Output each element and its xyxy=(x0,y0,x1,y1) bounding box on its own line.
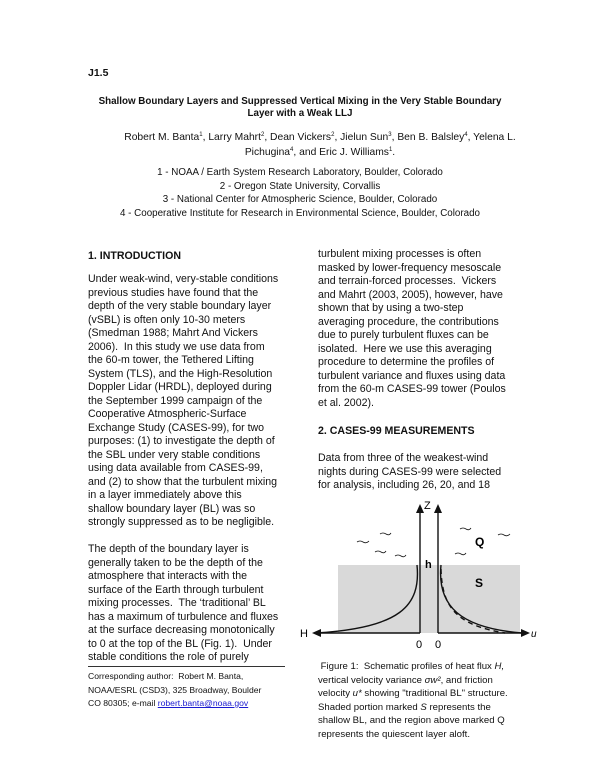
text-line: generally taken to be the depth of the xyxy=(88,556,263,569)
affiliation: 3 - National Center for Atmospheric Science, Boulder, Colorado xyxy=(162,194,438,206)
q-label: Q xyxy=(475,535,485,549)
text-line: to 0 at the top of the BL (Fig. 1). Under xyxy=(88,637,272,650)
affiliation: 4 - Cooperative Institute for Research in Environmental Science, Boulder, Colorado xyxy=(120,208,480,220)
text-line: (Smedman 1988; Mahrt And Vickers xyxy=(88,327,258,339)
heat-flux-label: H xyxy=(300,628,308,640)
text-line: (vSBL) is often only 10-30 meters xyxy=(88,313,246,326)
text-line: and terrain-forced processes. Vickers xyxy=(318,275,497,287)
text-line: the September 1999 campaign of the xyxy=(88,394,263,407)
text-line: the 60-m tower, the Tethered Lifting xyxy=(88,354,254,366)
affiliation: 2 - Oregon State University, Corvallis xyxy=(219,180,381,192)
title-line: Layer with a Weak LLJ xyxy=(247,108,353,119)
paragraph xyxy=(88,543,278,665)
text-line: turbulent variance and fluxes using data xyxy=(318,369,506,382)
paragraph xyxy=(88,273,278,530)
z-label: Z xyxy=(424,500,431,512)
footnote-divider xyxy=(88,666,285,667)
email-link[interactable]: robert.banta@noaa.gov xyxy=(157,698,249,708)
text-line: Under weak-wind, very-stable conditions xyxy=(88,273,279,285)
u-label: u xyxy=(531,629,537,640)
shallow-bl-shading xyxy=(338,565,520,633)
text-line: the SBL under very stable conditions xyxy=(88,448,261,461)
text-line: due to purely turbulent fluxes can be xyxy=(318,329,489,341)
text-line: purposes: (1) to investigate the depth of xyxy=(88,435,275,447)
figure-caption: Figure 1: Schematic profiles of heat flux H, vertical velocity variance σw², and friction velocity u* showing "traditional BL" structure. Shaded portion marked S represents the shallow BL, and the region above marked Q represents the quiescent layer aloft. xyxy=(318,661,508,740)
text-line: at the surface decreasing monotonically xyxy=(88,624,275,636)
text-line: Exchange Study (CASES-99), for two xyxy=(88,421,265,434)
text-line: shown that by using a two-step xyxy=(318,302,464,314)
text-line: The depth of the boundary layer is xyxy=(88,543,249,555)
text-line: surface of the Earth through turbulent xyxy=(88,583,264,596)
paragraph xyxy=(318,248,506,410)
text-line: has a maximum of turbulence and fluxes xyxy=(88,610,279,623)
text-line: stable conditions the role of purely xyxy=(88,651,249,663)
section-heading: 2. CASES-99 MEASUREMENTS xyxy=(318,425,475,437)
text-line: isolated. Here we use this averaging xyxy=(318,342,492,355)
text-line: from the 60-m CASES-99 tower (Poulos xyxy=(318,383,506,395)
zero-label: 0 xyxy=(416,639,423,651)
affiliation: 1 - NOAA / Earth System Research Laboratory, Boulder, Colorado xyxy=(157,167,443,178)
text-line: Doppler Lidar (HRDL), deployed during xyxy=(88,381,272,393)
paragraph xyxy=(318,452,501,493)
arrow-up-icon xyxy=(434,504,442,513)
text-line: and Mahrt (2003, 2005), however, have xyxy=(318,288,503,301)
h-label: h xyxy=(425,559,432,571)
paper-title xyxy=(0,96,600,120)
text-line: Cooperative Atmospheric-Surface xyxy=(88,408,247,420)
arrow-right-icon xyxy=(521,629,530,637)
text-line: in a layer immediately above this xyxy=(88,489,242,501)
text-line: strongly suppressed as to be negligible. xyxy=(88,516,275,528)
text-line: masked by lower-frequency mesoscale xyxy=(318,261,502,274)
footnote: Corresponding author: Robert M. Banta, NOAA/ESRL (CSD3), 325 Broadway, Boulder CO 80305; e-mail robert.banta@noaa.gov xyxy=(88,671,262,708)
zero-label: 0 xyxy=(435,639,442,651)
session-number: J1.5 xyxy=(88,67,109,79)
s-label: S xyxy=(475,576,484,590)
text-line: shallow boundary layer (BL) was so xyxy=(88,502,256,515)
arrow-left-icon xyxy=(312,629,321,637)
text-line: depth of the very stable boundary layer xyxy=(88,300,272,312)
quiescent-layer-marks xyxy=(357,528,510,557)
text-line: atmosphere that interacts with the xyxy=(88,570,247,582)
text-line: 2006). In this study we use data from xyxy=(88,340,265,353)
figure-1-schematic xyxy=(300,494,535,654)
text-line: mixing processes. The ‘traditional’ BL xyxy=(88,597,266,609)
arrow-up-icon xyxy=(416,504,424,513)
author-list: Robert M. Banta$^1$, Larry Mahrt$^2$, Dean Vickers$^2$, Jielun Sun$^3$, Ben B. Balsley$^4$, Yelena L. Pichugina$^4$, and Eric J. Williams$^1$. xyxy=(124,132,516,158)
text-line: previous studies have found that the xyxy=(88,286,259,299)
affiliations xyxy=(0,166,600,221)
text-line: et al. 2002). xyxy=(318,396,374,409)
text-line: turbulent mixing processes is often xyxy=(318,248,482,260)
text-line: procedure to determine the profiles of xyxy=(318,356,495,368)
title-line: Shallow Boundary Layers and Suppressed Vertical Mixing in the Very Stable Boundary xyxy=(98,96,502,107)
section-heading: 1. INTRODUCTION xyxy=(88,250,181,262)
text-line: and (2) to show that the turbulent mixing xyxy=(88,475,278,488)
text-line: averaging procedure, the contributions xyxy=(318,315,499,328)
text-line: using data available from CASES-99, xyxy=(88,462,263,474)
text-line: nights during CASES-99 were selected xyxy=(318,465,502,478)
text-line: System (TLS), and the High-Resolution xyxy=(88,367,273,380)
text-line: Data from three of the weakest-wind xyxy=(318,452,489,464)
text-line: for analysis, including 26, 20, and 18 xyxy=(318,479,490,491)
